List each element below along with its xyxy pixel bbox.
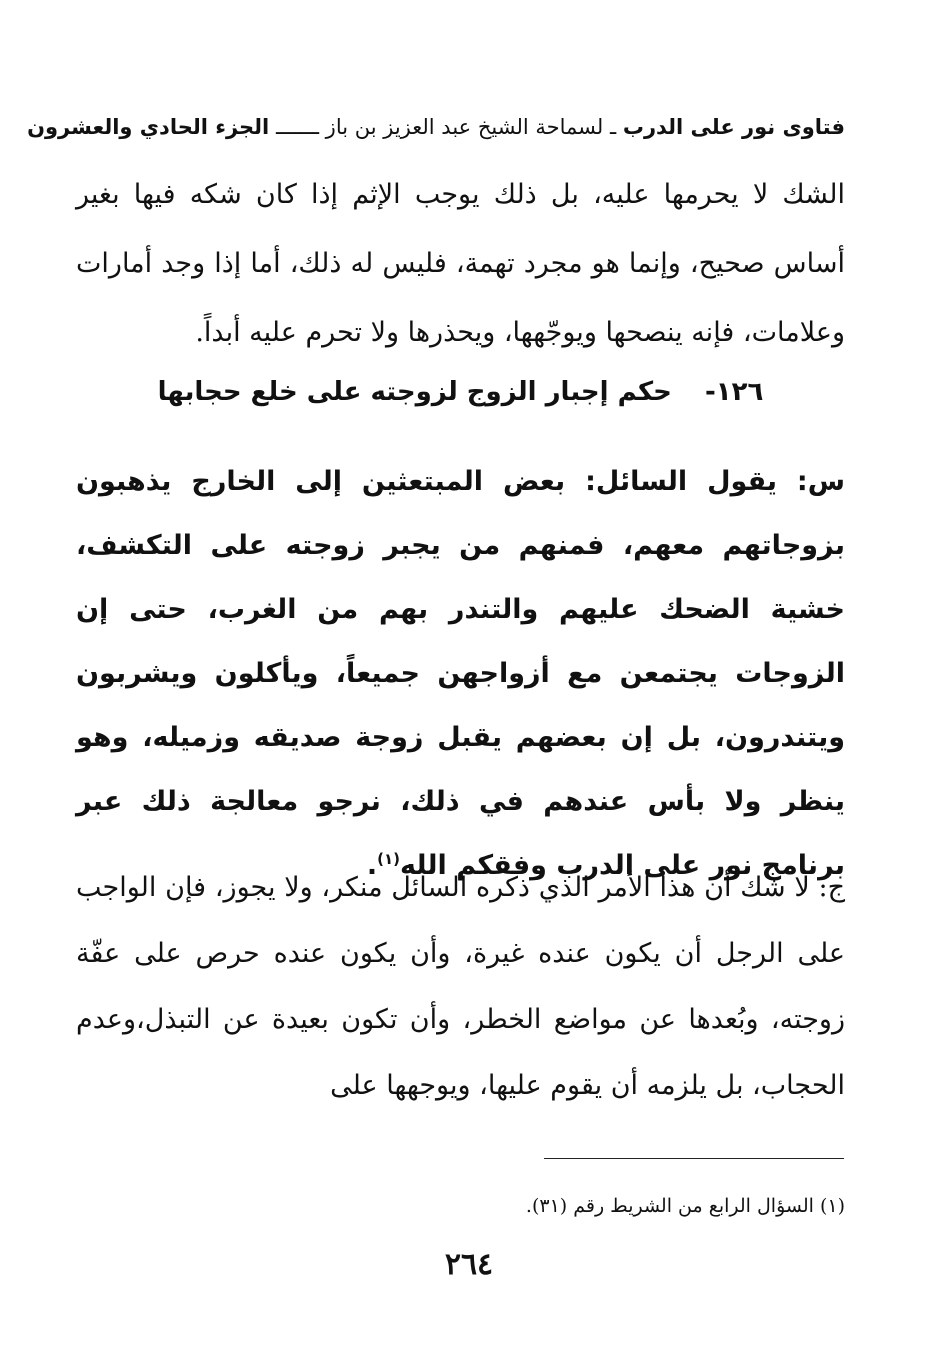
section-heading <box>76 372 845 412</box>
section-number: ١٢٦- <box>704 377 764 407</box>
page-number: ٢٦٤ <box>444 1247 494 1282</box>
question-end: . <box>366 850 378 881</box>
header-volume: الجزء الحادي والعشرون <box>27 115 270 139</box>
section-title: حكم إجبار الزوج لزوجته على خلع حجابها <box>157 377 672 407</box>
header-author: ـ لسماحة الشيخ عبد العزيز بن باز ـــــــ <box>275 115 617 139</box>
footnote: (١) السؤال الرابع من الشريط رقم (٣١). <box>525 1195 845 1217</box>
question-text: س: يقول السائل: بعض المبتعثين إلى الخارج يذهبون بزوجاتهم معهم، فمنهم من يجبر زوجته على التكشف، خشية الضحك عليهم والتندر بهم من الغرب، حتى إن الزوجات يجتمعن مع أزواجهن جميعاً، ويأكلون ويشربون ويتندرون، بل إن بعضهم يقبل زوجة صديقه وزميله، وهو ينظر ولا بأس عندهم في ذلك، نرجو معالجة ذلك عبر برنامج نور على الدرب وفقكم الله <box>76 466 845 881</box>
footnote-reference: (١) <box>377 850 400 868</box>
question-paragraph <box>76 450 845 898</box>
footnote-divider <box>544 1158 844 1159</box>
paragraph-continuation: الشك لا يحرمها عليه، بل ذلك يوجب الإثم إذا كان شكه فيها بغير أساس صحيح، وإنما هو مجرد تهمة، فليس له ذلك، أما إذا وجد أمارات وعلامات، فإنه ينصحها ويوجّهها، ويحذرها ولا تحرم عليه أبداً. <box>76 179 845 348</box>
running-header <box>27 112 845 142</box>
answer-paragraph: ج: لا شك أن هذا الأمر الذي ذكره السائل منكر، ولا يجوز، فإن الواجب على الرجل أن يكون عنده غيرة، وأن يكون عنده حرص على عفّة زوجته، وبُعدها عن مواضع الخطر، وأن تكون بعيدة عن التبذل،وعدم الحجاب، بل يلزمه أن يقوم عليها، ويوجهها على <box>76 872 845 1101</box>
header-book-title: فتاوى نور على الدرب <box>622 115 845 139</box>
